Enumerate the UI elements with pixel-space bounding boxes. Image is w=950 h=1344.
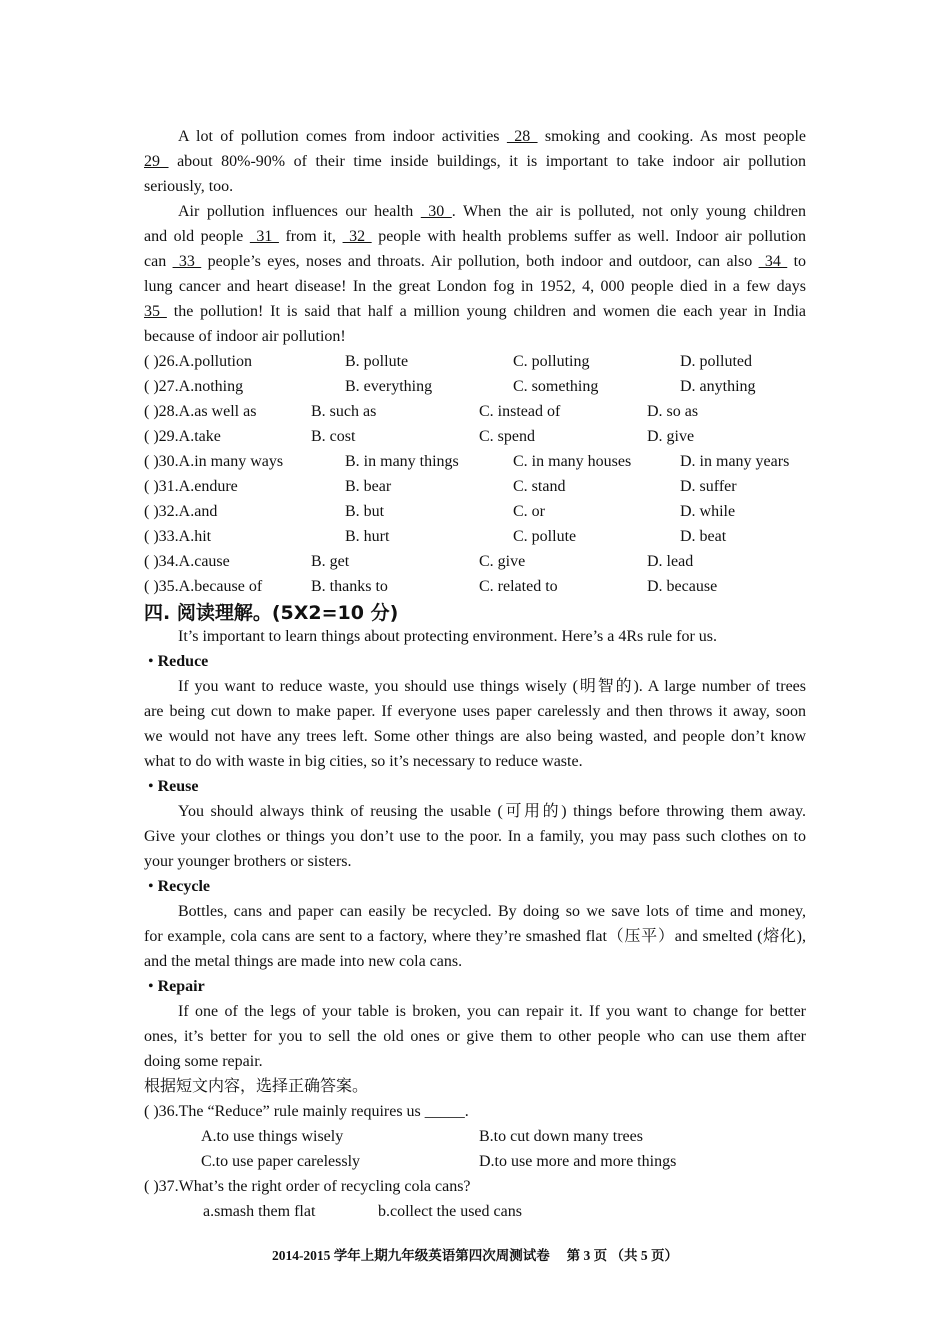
text: people’s eyes, noses and throats. Air pollution, both indoor and outdoor, can also [207, 253, 753, 270]
page-footer: 2014-2015 学年上期九年级英语第四次周测试卷 第 3 页 （共 5 页） [271, 1248, 679, 1263]
option-c: C. or [513, 503, 545, 520]
blank-33: 33 [172, 253, 202, 270]
cloze-p2-line2 [144, 224, 806, 249]
option-d: D. so as [647, 403, 699, 420]
cloze-p2-line6: because of indoor air pollution! [144, 328, 346, 345]
option-b: B.to cut down many trees [479, 1128, 643, 1145]
option-c: C. polluting [513, 353, 590, 370]
cloze-p2-line3 [144, 249, 806, 274]
question-stem: ( )29.A.take [144, 428, 221, 445]
bullet: • [148, 653, 154, 670]
step-a: a.smash them flat [203, 1203, 316, 1220]
heading-reuse [144, 774, 806, 799]
option-d: D. give [647, 428, 695, 445]
cloze-p2-line5 [144, 299, 806, 324]
instruction: 根据短文内容，选择正确答案。 [144, 1078, 369, 1095]
option-d: D. beat [680, 528, 727, 545]
option-d: D. polluted [680, 353, 752, 370]
reuse-line1: You should always think of reusing the usable (可用的) things before throwing them away. [178, 803, 806, 820]
section-title: 四. 阅读理解。(5X2=10 分) [144, 602, 399, 624]
question-stem: ( )27.A.nothing [144, 378, 244, 395]
question-30 [144, 449, 806, 474]
repair-line1: If one of the legs of your table is broken, you can repair it. If you want to change for better [178, 1003, 806, 1020]
question-stem: ( )35.A.because of [144, 578, 263, 595]
repair-line2: ones, it’s better for you to sell the old ones or give them to other people who can use them after [144, 1028, 806, 1045]
option-c: C. in many houses [513, 453, 632, 470]
option-b: B. everything [345, 378, 433, 395]
cloze-p1-line3: seriously, too. [144, 178, 234, 195]
text: and old people [144, 228, 244, 245]
step-b: b.collect the used cans [378, 1203, 522, 1220]
question-stem: ( )30.A.in many ways [144, 453, 284, 470]
reduce-line3: we would not have any trees left. Some other things are also being wasted, and people don’t know [144, 728, 806, 745]
text: can [144, 253, 167, 270]
reuse-line3: your younger brothers or sisters. [144, 853, 352, 870]
question-36-options-ab [144, 1124, 806, 1149]
question-27 [144, 374, 806, 399]
text: from it, [285, 228, 337, 245]
option-b: B. pollute [345, 353, 409, 370]
reduce-line2: are being cut down to make paper. If everyone uses paper carelessly and then throws it away, soon [144, 703, 806, 720]
cloze-p1-line2 [144, 149, 806, 174]
blank-28: 28 [506, 128, 538, 145]
question-28 [144, 399, 806, 424]
text: . When the air is polluted, not only young children [451, 203, 807, 220]
bullet: • [148, 778, 154, 795]
reading-intro: It’s important to learn things about protecting environment. Here’s a 4Rs rule for us. [178, 628, 717, 645]
cloze-p1-line1 [144, 124, 806, 149]
option-b: B. thanks to [311, 578, 388, 595]
option-d: D. suffer [680, 478, 737, 495]
heading-reduce [144, 649, 806, 674]
heading-text: Reuse [157, 778, 199, 795]
question-29 [144, 424, 806, 449]
option-c: C. stand [513, 478, 566, 495]
blank-31: 31 [249, 228, 279, 245]
text: about 80%-90% of their time inside buildings, it is important to take indoor air pollution [177, 153, 807, 170]
blank-34: 34 [758, 253, 788, 270]
blank-30: 30 [420, 203, 452, 220]
bullet: • [148, 878, 154, 895]
cloze-p2-line4: lung cancer and heart disease! In the great London fog in 1952, 4, 000 people died in a few days [144, 278, 806, 295]
question-37-steps [144, 1199, 806, 1224]
text: A lot of pollution comes from indoor activities [178, 128, 500, 145]
question-stem: ( )31.A.endure [144, 478, 238, 495]
option-d: D. lead [647, 553, 694, 570]
text: people with health problems suffer as well. Indoor air pollution [378, 228, 807, 245]
option-c: C. related to [479, 578, 558, 595]
option-c: C. pollute [513, 528, 577, 545]
text: smoking and cooking. As most people [544, 128, 806, 145]
cloze-p2-line1 [144, 199, 806, 224]
text: to [793, 253, 807, 270]
option-d: D. because [647, 578, 718, 595]
reduce-line1: If you want to reduce waste, you should use things wisely (明智的). A large number of trees [178, 678, 806, 695]
question-stem: ( )34.A.cause [144, 553, 230, 570]
question-stem: ( )33.A.hit [144, 528, 212, 545]
blank-29: 29 [144, 153, 169, 170]
option-d: D. while [680, 503, 736, 520]
question-33 [144, 524, 806, 549]
option-c: C. something [513, 378, 599, 395]
blank-35: 35 [144, 303, 167, 320]
question-32 [144, 499, 806, 524]
heading-text: Repair [157, 978, 205, 995]
question-31 [144, 474, 806, 499]
option-b: B. cost [311, 428, 356, 445]
option-b: B. bear [345, 478, 392, 495]
option-d: D. in many years [680, 453, 790, 470]
option-c: C. spend [479, 428, 535, 445]
option-a: A.to use things wisely [201, 1128, 344, 1145]
text: Air pollution influences our health [178, 203, 414, 220]
question-36-options-cd [144, 1149, 806, 1174]
option-c: C. instead of [479, 403, 561, 420]
question-36-stem: ( )36.The “Reduce” rule mainly requires us _____. [144, 1103, 469, 1120]
option-b: B. but [345, 503, 385, 520]
text: the pollution! It is said that half a million young children and women die each year in India [173, 303, 806, 320]
question-35 [144, 574, 806, 599]
question-stem: ( )28.A.as well as [144, 403, 257, 420]
heading-text: Reduce [157, 653, 209, 670]
repair-line3: doing some repair. [144, 1053, 263, 1070]
recycle-line2: for example, cola cans are sent to a factory, where they’re smashed flat（压平）and smelted (熔化), [144, 928, 806, 945]
option-b: B. get [311, 553, 350, 570]
option-d: D.to use more and more things [479, 1153, 677, 1170]
option-c: C.to use paper carelessly [201, 1153, 361, 1170]
question-37-stem: ( )37.What’s the right order of recycling cola cans? [144, 1178, 471, 1195]
recycle-line3: and the metal things are made into new cola cans. [144, 953, 463, 970]
question-26 [144, 349, 806, 374]
option-b: B. such as [311, 403, 377, 420]
heading-repair [144, 974, 806, 999]
option-d: D. anything [680, 378, 756, 395]
option-c: C. give [479, 553, 526, 570]
question-34 [144, 549, 806, 574]
heading-text: Recycle [157, 878, 211, 895]
question-stem: ( )26.A.pollution [144, 353, 252, 370]
option-b: B. hurt [345, 528, 390, 545]
bullet: • [148, 978, 154, 995]
blank-32: 32 [342, 228, 372, 245]
recycle-line1: Bottles, cans and paper can easily be recycled. By doing so we save lots of time and money, [178, 903, 806, 920]
heading-recycle [144, 874, 806, 899]
reuse-line2: Give your clothes or things you don’t use to the poor. In a family, you may pass such clothes on to [144, 828, 806, 845]
option-b: B. in many things [345, 453, 459, 470]
reduce-line4: what to do with waste in big cities, so it’s necessary to reduce waste. [144, 753, 583, 770]
question-stem: ( )32.A.and [144, 503, 218, 520]
exam-page [144, 124, 806, 1224]
